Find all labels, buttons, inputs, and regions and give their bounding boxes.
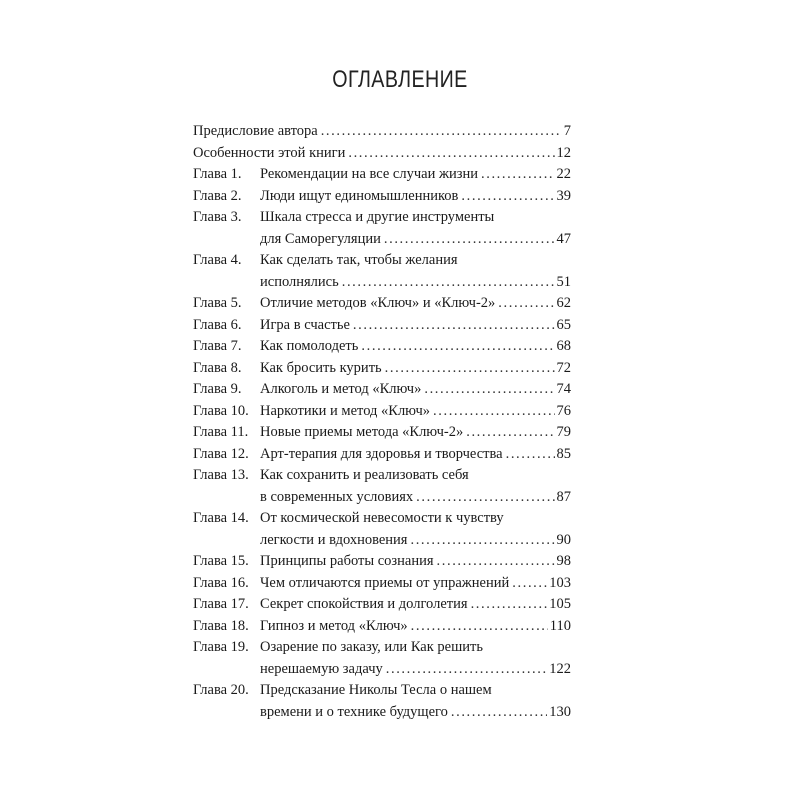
toc-entry bbox=[193, 637, 571, 680]
toc-entry bbox=[193, 401, 571, 423]
page-number: 110 bbox=[549, 617, 571, 634]
dot-leader bbox=[348, 143, 554, 165]
toc-entry-line bbox=[193, 358, 571, 380]
page-number: 79 bbox=[556, 424, 571, 440]
chapter-title: Озарение по заказу, или Как решить bbox=[260, 639, 483, 655]
page-number: 87 bbox=[556, 488, 571, 505]
toc-entry-line bbox=[193, 487, 571, 509]
chapter-title: Принципы работы сознания bbox=[260, 553, 434, 569]
page-number: 130 bbox=[549, 703, 571, 720]
chapter-title: Игра в счастье bbox=[260, 316, 350, 333]
chapter-title: исполнялись bbox=[260, 273, 339, 290]
dot-leader bbox=[361, 336, 554, 358]
dot-leader bbox=[498, 293, 554, 315]
toc-entry-line bbox=[193, 379, 571, 401]
toc-entry-line bbox=[193, 336, 571, 358]
chapter-title: Шкала стресса и другие инструменты bbox=[260, 209, 495, 225]
toc-entry-line bbox=[193, 659, 571, 681]
dot-leader bbox=[471, 594, 548, 616]
page-number: 39 bbox=[556, 187, 571, 204]
toc-entry bbox=[193, 186, 571, 208]
dot-leader bbox=[433, 401, 554, 423]
toc-entry bbox=[193, 465, 571, 508]
chapter-label: Глава 13. bbox=[193, 467, 249, 483]
chapter-label: Глава 14. bbox=[193, 510, 249, 526]
toc-entry bbox=[193, 207, 571, 250]
chapter-title: Секрет спокойствия и долголетия bbox=[260, 596, 468, 612]
toc-entry-line bbox=[193, 272, 571, 294]
chapter-label: Глава 4. bbox=[193, 252, 242, 268]
chapter-title: Люди ищут единомышленников bbox=[260, 187, 459, 204]
toc-entry-line bbox=[193, 573, 571, 595]
toc-entry bbox=[193, 680, 571, 723]
toc-entry bbox=[193, 358, 571, 380]
toc-entry-line bbox=[193, 186, 571, 208]
page-number: 12 bbox=[556, 144, 571, 161]
dot-leader bbox=[384, 229, 555, 251]
chapter-label: Глава 9. bbox=[193, 381, 242, 397]
toc-entry-line bbox=[193, 121, 571, 143]
chapter-title: Как сделать так, чтобы желания bbox=[260, 252, 458, 268]
toc-entry-line bbox=[193, 293, 571, 315]
chapter-title: Гипноз и метод «Ключ» bbox=[260, 617, 408, 634]
toc-entry bbox=[193, 422, 571, 444]
toc-entry bbox=[193, 293, 571, 315]
toc-entry bbox=[193, 594, 571, 616]
toc-entry-line bbox=[193, 207, 571, 229]
toc-entry bbox=[193, 379, 571, 401]
dot-leader bbox=[411, 616, 548, 638]
toc-entry-line bbox=[193, 164, 571, 186]
dot-leader bbox=[416, 487, 554, 509]
chapter-title: От космической невесомости к чувству bbox=[260, 510, 504, 526]
chapter-title: легкости и вдохновения bbox=[260, 531, 408, 548]
chapter-title: Наркотики и метод «Ключ» bbox=[260, 402, 431, 419]
toc-entry bbox=[193, 315, 571, 337]
chapter-title: нерешаемую задачу bbox=[260, 660, 383, 677]
toc-entry bbox=[193, 551, 571, 573]
toc-entry-line bbox=[193, 401, 571, 423]
chapter-title: Рекомендации на все случаи жизни bbox=[260, 166, 478, 182]
chapter-title: Отличие методов «Ключ» и «Ключ-2» bbox=[260, 295, 496, 311]
chapter-label: Глава 1. bbox=[193, 166, 242, 182]
toc-entry-line bbox=[193, 315, 571, 337]
toc-entry-line bbox=[193, 530, 571, 552]
chapter-label: Глава 7. bbox=[193, 338, 242, 354]
toc-entry-line bbox=[193, 594, 571, 616]
dot-leader bbox=[481, 164, 555, 186]
chapter-label: Глава 8. bbox=[193, 359, 242, 376]
page-number: 90 bbox=[556, 531, 571, 548]
toc-entry bbox=[193, 444, 571, 466]
chapter-label: Глава 3. bbox=[193, 209, 242, 225]
toc-entry bbox=[193, 508, 571, 551]
dot-leader bbox=[410, 530, 554, 552]
chapter-label: Глава 20. bbox=[193, 682, 249, 698]
toc-entry-line bbox=[193, 508, 571, 530]
chapter-title: Алкоголь и метод «Ключ» bbox=[260, 381, 422, 397]
chapter-title: Арт-терапия для здоровья и творчества bbox=[260, 445, 503, 462]
page-number: 68 bbox=[556, 338, 571, 354]
chapter-label: Глава 11. bbox=[193, 424, 249, 440]
chapter-title: Новые приемы метода «Ключ-2» bbox=[260, 424, 464, 440]
chapter-title: Особенности этой книги bbox=[193, 144, 346, 161]
toc-entry-line bbox=[193, 229, 571, 251]
page-number: 72 bbox=[556, 359, 571, 376]
page-number: 103 bbox=[549, 574, 571, 591]
dot-leader bbox=[353, 315, 555, 337]
toc-entry-line bbox=[193, 637, 571, 659]
page-number: 85 bbox=[556, 445, 571, 462]
chapter-label: Глава 15. bbox=[193, 553, 249, 569]
toc-entry bbox=[193, 250, 571, 293]
chapter-title: Как бросить курить bbox=[260, 359, 382, 376]
dot-leader bbox=[461, 186, 554, 208]
dot-leader bbox=[424, 379, 554, 401]
chapter-title: времени и о технике будущего bbox=[260, 703, 448, 720]
toc-entry bbox=[193, 336, 571, 358]
toc-entry bbox=[193, 164, 571, 186]
chapter-title: Предсказание Николы Тесла о нашем bbox=[260, 682, 492, 698]
dot-leader bbox=[386, 659, 548, 681]
chapter-label: Глава 10. bbox=[193, 402, 249, 419]
chapter-label: Глава 12. bbox=[193, 445, 249, 462]
chapter-title: в современных условиях bbox=[260, 488, 414, 505]
chapter-label: Глава 5. bbox=[193, 295, 242, 311]
chapter-title: Как помолодеть bbox=[260, 338, 359, 354]
dot-leader bbox=[512, 573, 547, 595]
toc-entry bbox=[193, 573, 571, 595]
dot-leader bbox=[506, 444, 555, 466]
chapter-label: Глава 16. bbox=[193, 574, 249, 591]
page-number: 122 bbox=[549, 660, 571, 677]
dot-leader bbox=[321, 121, 562, 143]
chapter-label: Глава 2. bbox=[193, 187, 242, 204]
chapter-label: Глава 19. bbox=[193, 639, 249, 655]
chapter-title: для Саморегуляции bbox=[260, 230, 381, 247]
chapter-label: Глава 6. bbox=[193, 316, 242, 333]
toc-entry bbox=[193, 143, 571, 165]
toc-entry-line bbox=[193, 250, 571, 272]
chapter-title: Предисловие автора bbox=[193, 123, 318, 139]
page-number: 105 bbox=[549, 596, 571, 612]
page-number: 74 bbox=[556, 381, 571, 397]
chapter-title: Как сохранить и реализовать себя bbox=[260, 467, 469, 483]
page-number: 65 bbox=[556, 316, 571, 333]
toc-entry-line bbox=[193, 551, 571, 573]
dot-leader bbox=[437, 551, 555, 573]
table-of-contents bbox=[193, 121, 571, 723]
toc-entry-line bbox=[193, 444, 571, 466]
chapter-label: Глава 18. bbox=[193, 617, 249, 634]
page-number: 22 bbox=[556, 166, 571, 182]
toc-entry-line bbox=[193, 422, 571, 444]
toc-entry-line bbox=[193, 465, 571, 487]
toc-entry-line bbox=[193, 680, 571, 702]
page-title: ОГЛАВЛЕНИЕ bbox=[332, 66, 468, 93]
toc-entry-line bbox=[193, 616, 571, 638]
dot-leader bbox=[451, 702, 547, 724]
toc-entry bbox=[193, 616, 571, 638]
page-number: 51 bbox=[556, 273, 571, 290]
page-number: 98 bbox=[556, 553, 571, 569]
toc-entry-line bbox=[193, 143, 571, 165]
toc-entry bbox=[193, 121, 571, 143]
dot-leader bbox=[342, 272, 555, 294]
toc-entry-line bbox=[193, 702, 571, 724]
page-number: 7 bbox=[563, 123, 571, 139]
chapter-label: Глава 17. bbox=[193, 596, 249, 612]
chapter-title: Чем отличаются приемы от упражнений bbox=[260, 574, 510, 591]
page-number: 47 bbox=[556, 230, 571, 247]
dot-leader bbox=[466, 422, 554, 444]
dot-leader bbox=[385, 358, 555, 380]
page-number: 62 bbox=[556, 295, 571, 311]
page-number: 76 bbox=[556, 402, 571, 419]
